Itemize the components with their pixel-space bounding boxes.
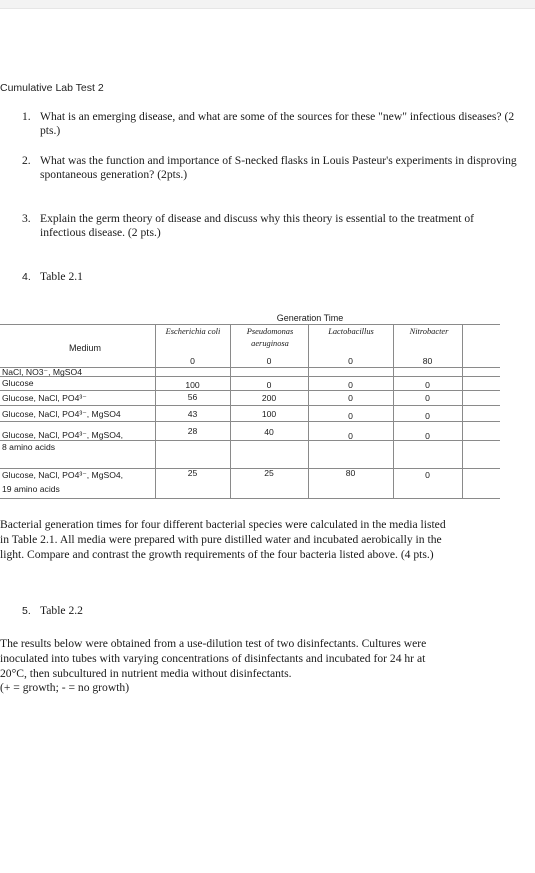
- medium-cell: Glucose, NaCl, PO4³⁻: [2, 393, 87, 403]
- value-cell: 0: [190, 356, 195, 366]
- paragraph-line: Bacterial generation times for four different bacterial species were calculated in the media listed: [0, 518, 446, 531]
- top-toolbar-strip: [0, 0, 535, 9]
- medium-cell: Glucose, NaCl, PO4³⁻, MgSO4,: [2, 430, 124, 440]
- lactobacillus-header: Lactobacillus: [328, 327, 374, 336]
- value-cell: 0: [348, 356, 353, 366]
- table-2-1-description: [0, 518, 530, 562]
- value-cell: 40: [264, 427, 274, 437]
- value-cell: 0: [425, 431, 430, 441]
- medium-cell: Glucose: [2, 378, 34, 388]
- question-text: What is an emerging disease, and what are some of the sources for these "new" infectious diseases? (2 pts.): [40, 110, 515, 137]
- ecoli-header: Escherichia coli: [165, 327, 221, 336]
- paragraph-line: (+ = growth; - = no growth): [0, 681, 130, 695]
- value-cell: 0: [348, 431, 353, 441]
- medium-cell: NaCl, NO3⁻, MgSO4: [2, 367, 82, 377]
- nitrobacter-header: Nitrobacter: [409, 327, 449, 336]
- value-cell: 0: [425, 411, 430, 421]
- value-cell: 0: [425, 380, 430, 390]
- question-number: 4.: [22, 271, 31, 283]
- medium-header: Medium: [68, 343, 101, 353]
- aeruginosa-header: aeruginosa: [251, 339, 289, 348]
- question-text: Table 2.2: [40, 604, 83, 617]
- question-text: Table 2.1: [40, 270, 83, 283]
- value-cell: 0: [348, 411, 353, 421]
- paragraph-line: 20°C, then subcultured in nutrient media without disinfectants.: [0, 666, 292, 680]
- value-cell: 43: [187, 409, 198, 419]
- value-cell: 80: [345, 468, 356, 478]
- question-number: 2.: [22, 154, 31, 167]
- table-rule: [0, 324, 500, 325]
- question-text: Explain the germ theory of disease and discuss why this theory is essential to the treatment of infectious disease. (2 pts.): [40, 212, 475, 239]
- value-cell: 28: [187, 426, 198, 436]
- table-rule: [0, 405, 500, 406]
- paragraph-line: inoculated into tubes with varying concentrations of disinfectants and incubated for 24 hr at: [0, 651, 426, 665]
- value-cell: 0: [266, 356, 272, 366]
- value-cell: 200: [261, 393, 277, 403]
- value-cell: 80: [422, 356, 433, 366]
- question-text: What was the function and importance of S-necked flasks in Louis Pasteur's experiments in disproving spontaneous generation? (2pts.): [40, 154, 517, 181]
- paragraph-line: light. Compare and contrast the growth requirements of the four bacteria listed above. (4 pts.): [0, 547, 434, 561]
- value-cell: 0: [425, 393, 430, 403]
- value-cell: 0: [348, 380, 353, 390]
- value-cell: 0: [266, 380, 272, 390]
- paragraph-line: The results below were obtained from a use-dilution test of two disinfectants. Cultures were: [0, 637, 427, 650]
- value-cell: 0: [348, 393, 353, 403]
- table-rule: [0, 421, 500, 422]
- value-cell: 0: [425, 470, 430, 480]
- medium-cell-line2: 8 amino acids: [2, 442, 56, 452]
- table-rule: [0, 390, 500, 391]
- question-number: 5.: [22, 605, 31, 617]
- table-rule: [0, 498, 500, 499]
- pseudomonas-header: Pseudomonas: [246, 327, 294, 336]
- table-2-2-description: [0, 637, 530, 696]
- value-cell: 100: [185, 380, 200, 390]
- medium-cell: Glucose, NaCl, PO4³⁻, MgSO4: [2, 409, 121, 419]
- document-title: Cumulative Lab Test 2: [0, 82, 104, 94]
- medium-cell-line2: 19 amino acids: [2, 484, 60, 494]
- generation-time-header: Generation Time: [276, 313, 344, 323]
- value-cell: 56: [187, 392, 198, 402]
- question-number: 3.: [22, 212, 31, 225]
- value-cell: 25: [187, 468, 198, 478]
- question-number: 1.: [22, 110, 31, 123]
- paragraph-line: in Table 2.1. All media were prepared with pure distilled water and incubated aerobically in the: [0, 532, 442, 546]
- value-cell: 25: [264, 468, 274, 478]
- table-col-rule: [462, 324, 463, 498]
- table-2-1: [0, 312, 520, 502]
- medium-cell: Glucose, NaCl, PO4³⁻, MgSO4,: [2, 470, 124, 480]
- value-cell: 100: [261, 409, 277, 419]
